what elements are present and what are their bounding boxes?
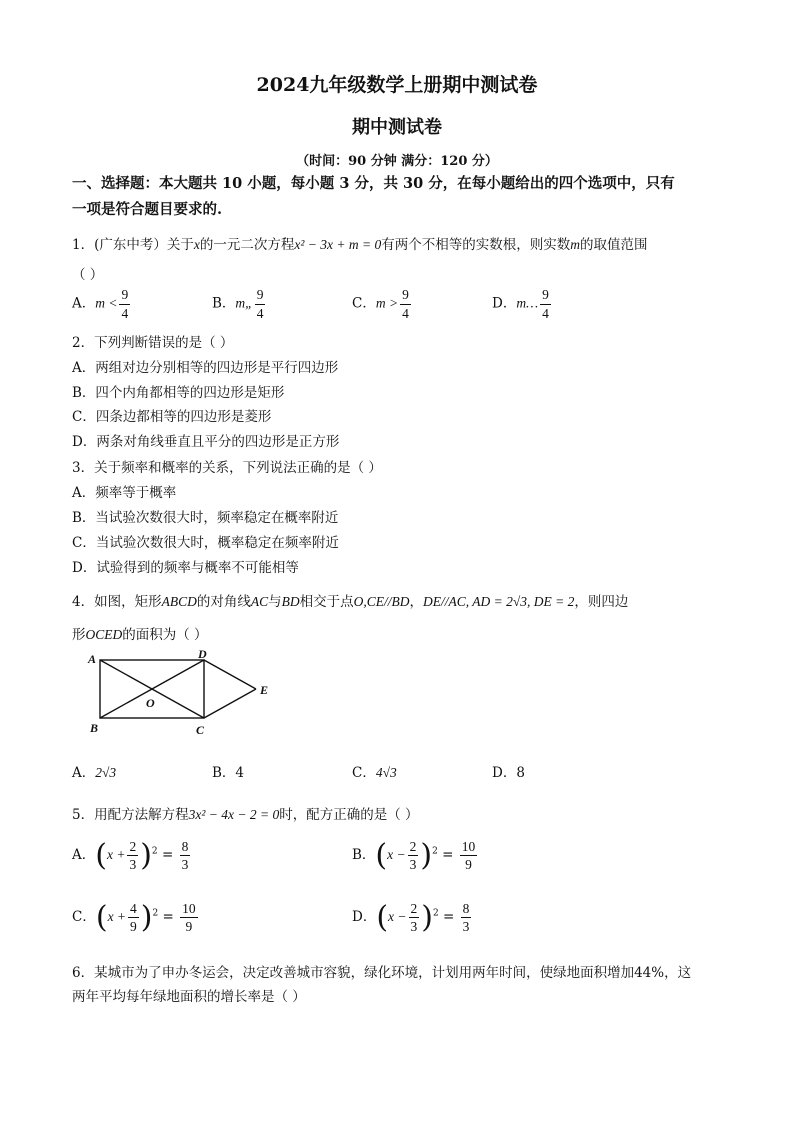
q4-option-d: D．8 [492,765,525,781]
label-a: A [88,652,97,666]
q3-option-d: D．试验得到的频率与概率不可能相等 [72,560,299,576]
q2-option-b: B．四个内角都相等的四边形是矩形 [72,385,285,401]
q3-option-a: A．频率等于概率 [72,485,177,501]
question-2-stem: 2．下列判断错误的是（ ） [72,335,234,351]
time-info: （时间：90 分钟 满分：120 分） [296,154,498,169]
section-heading-line1: 一、选择题：本大题共 10 小题，每小题 3 分，共 30 分，在每小题给出的四个选项中，只有 [72,175,675,192]
section-heading-line2: 一项是符合题目要求的. [72,201,223,218]
label-b: B [90,721,99,735]
question-3-stem: 3．关于频率和概率的关系，下列说法正确的是（ ） [72,460,382,476]
question-4-stem-line2: 形OCED的面积为（ ） [72,627,208,643]
label-c: C [196,723,205,737]
q5-option-d: D．(x − $\frac{2}{3}$ )$^2$ = $\frac{8}{3}$ [352,900,470,935]
question-6-line1: 6．某城市为了申办冬运会，决定改善城市容貌，绿化环境，计划用两年时间，使绿地面积增加44%，这 [72,965,692,981]
q4-option-c: C．4√3 [352,765,397,781]
question-4-stem-line1: 4．如图，矩形ABCD的对角线AC与BD相交于点O,CE//BD，DE//AC, AD = 2√3, DE = 2，则四边 [72,594,629,610]
exam-title: 2024九年级数学上册期中测试卷 [256,74,538,96]
q5-option-a: A．(x + $\frac{2}{3}$ )$^2$ = $\frac{8}{3}$ [72,838,189,873]
q3-option-c: C．当试验次数很大时，概率稳定在频率附近 [72,535,339,551]
q3-option-b: B．当试验次数很大时，频率稳定在概率附近 [72,510,339,526]
label-e: E [260,683,269,697]
segment-ce [204,689,256,718]
label-o: O [146,696,155,710]
segment-de [204,660,256,689]
q2-option-c: C．四条边都相等的四边形是菱形 [72,409,272,425]
q2-option-a: A．两组对边分别相等的四边形是平行四边形 [72,360,339,376]
question-6-line2: 两年平均每年绿地面积的增长率是（ ） [72,989,306,1005]
question-1-paren: （ ） [72,267,104,283]
q1-option-b: B．m„ $\frac{9}{4}$ [212,287,264,321]
rectangle-diagram [84,646,274,738]
question-1-stem: 1．(广东中考）关于x的一元二次方程x² − 3x + m = 0有两个不相等的实数根，则实数m的取值范围 [72,237,648,253]
q1-option-d: D．m… $\frac{9}{4}$ [492,287,549,321]
q5-option-c: C．(x + $\frac{4}{9}$ )$^2$ = $\frac{10}{9}$ [72,900,196,935]
q4-option-a: A．2√3 [72,765,117,781]
q5-option-b: B．(x − $\frac{2}{3}$ )$^2$ = $\frac{10}{9}$ [352,838,476,873]
q4-option-b: B．4 [212,765,245,781]
q2-option-d: D．两条对角线垂直且平分的四边形是正方形 [72,434,340,450]
q1-equation: x² − 3x + m = 0 [294,237,382,252]
exam-subtitle: 期中测试卷 [352,117,442,138]
label-d: D [198,647,207,661]
q1-option-a: A．m < $\frac{9}{4}$ [72,287,129,321]
question-5-stem: 5．用配方法解方程3x² − 4x − 2 = 0时，配方正确的是（ ） [72,807,419,823]
q1-option-c: C．m > $\frac{9}{4}$ [352,287,409,321]
